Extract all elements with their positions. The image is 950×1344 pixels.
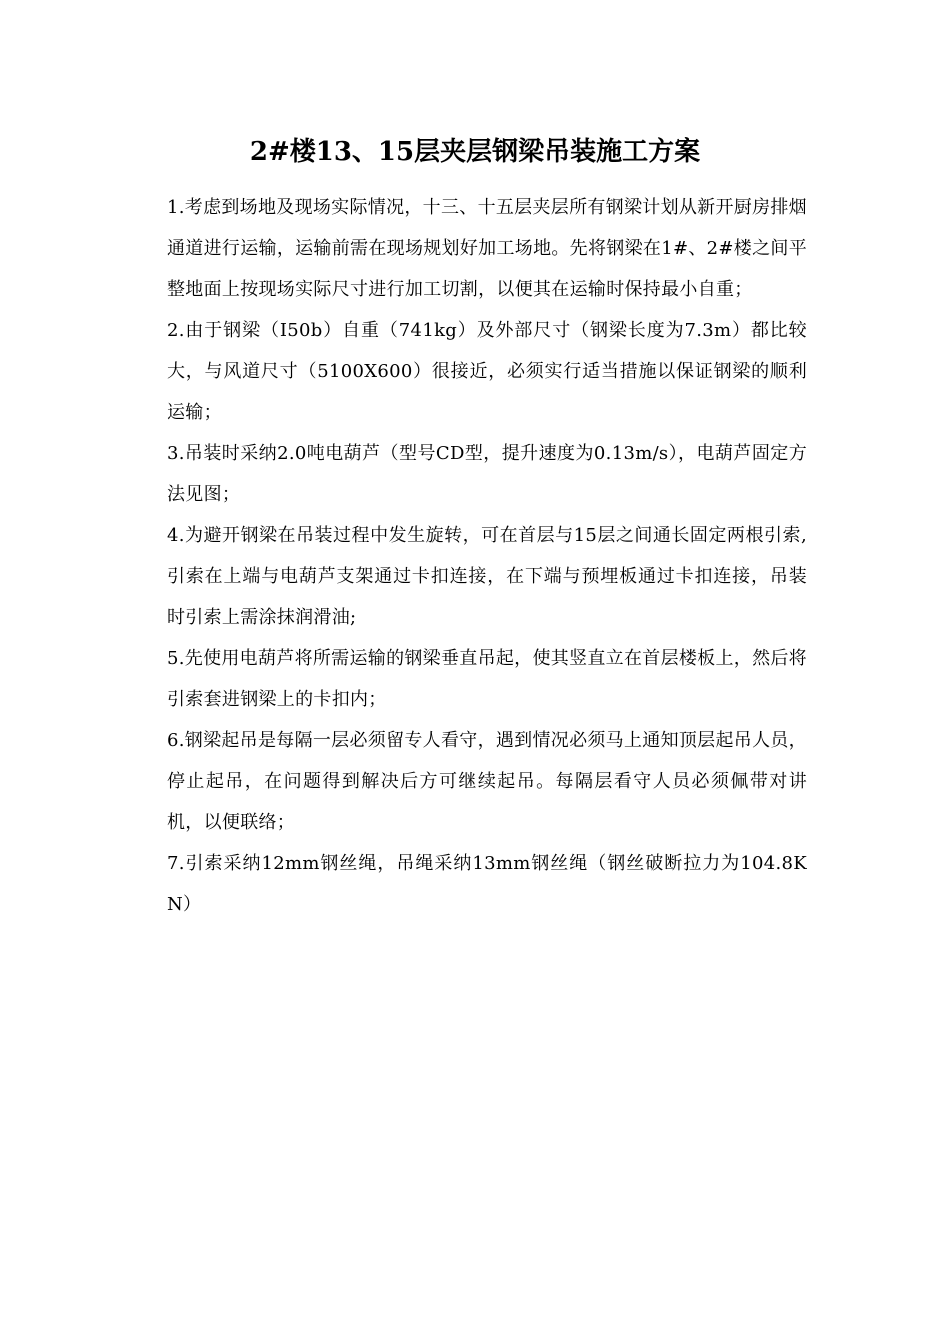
paragraph-5: 5.先使用电葫芦将所需运输的钢梁垂直吊起，使其竖直立在首层楼板上，然后将引索套进钢梁上的卡扣内；: [167, 648, 807, 710]
paragraph-3: 3.吊装时采纳2.0吨电葫芦（型号CD型，提升速度为0.13m/s），电葫芦固定方法见图；: [167, 443, 807, 505]
paragraph-2: 2.由于钢梁（I50b）自重（741kg）及外部尺寸（钢梁长度为7.3m）都比较大，与风道尺寸（5100X600）很接近，必须实行适当措施以保证钢梁的顺利运输；: [167, 320, 807, 423]
paragraph-7: 7.引索采纳12mm钢丝绳，吊绳采纳13mm钢丝绳（钢丝破断拉力为104.8KN）: [167, 853, 807, 915]
paragraph-6: 6.钢梁起吊是每隔一层必须留专人看守，遇到情况必须马上通知顶层起吊人员，停止起吊，在问题得到解决后方可继续起吊。每隔层看守人员必须佩带对讲机，以便联络；: [167, 730, 807, 833]
paragraph-4: 4.为避开钢梁在吊装过程中发生旋转，可在首层与15层之间通长固定两根引索,引索在上端与电葫芦支架通过卡扣连接，在下端与预埋板通过卡扣连接，吊装时引索上需涂抹润滑油;: [167, 525, 807, 628]
document-title: 2#楼13、15层夹层钢梁吊装施工方案: [249, 137, 701, 167]
paragraph-1: 1.考虑到场地及现场实际情况，十三、十五层夹层所有钢梁计划从新开厨房排烟通道进行运输，运输前需在现场规划好加工场地。先将钢梁在1#、2#楼之间平整地面上按现场实际尺寸进行加工切割，以便其在运输时保持最小自重；: [167, 197, 807, 300]
document-body: [167, 187, 807, 925]
